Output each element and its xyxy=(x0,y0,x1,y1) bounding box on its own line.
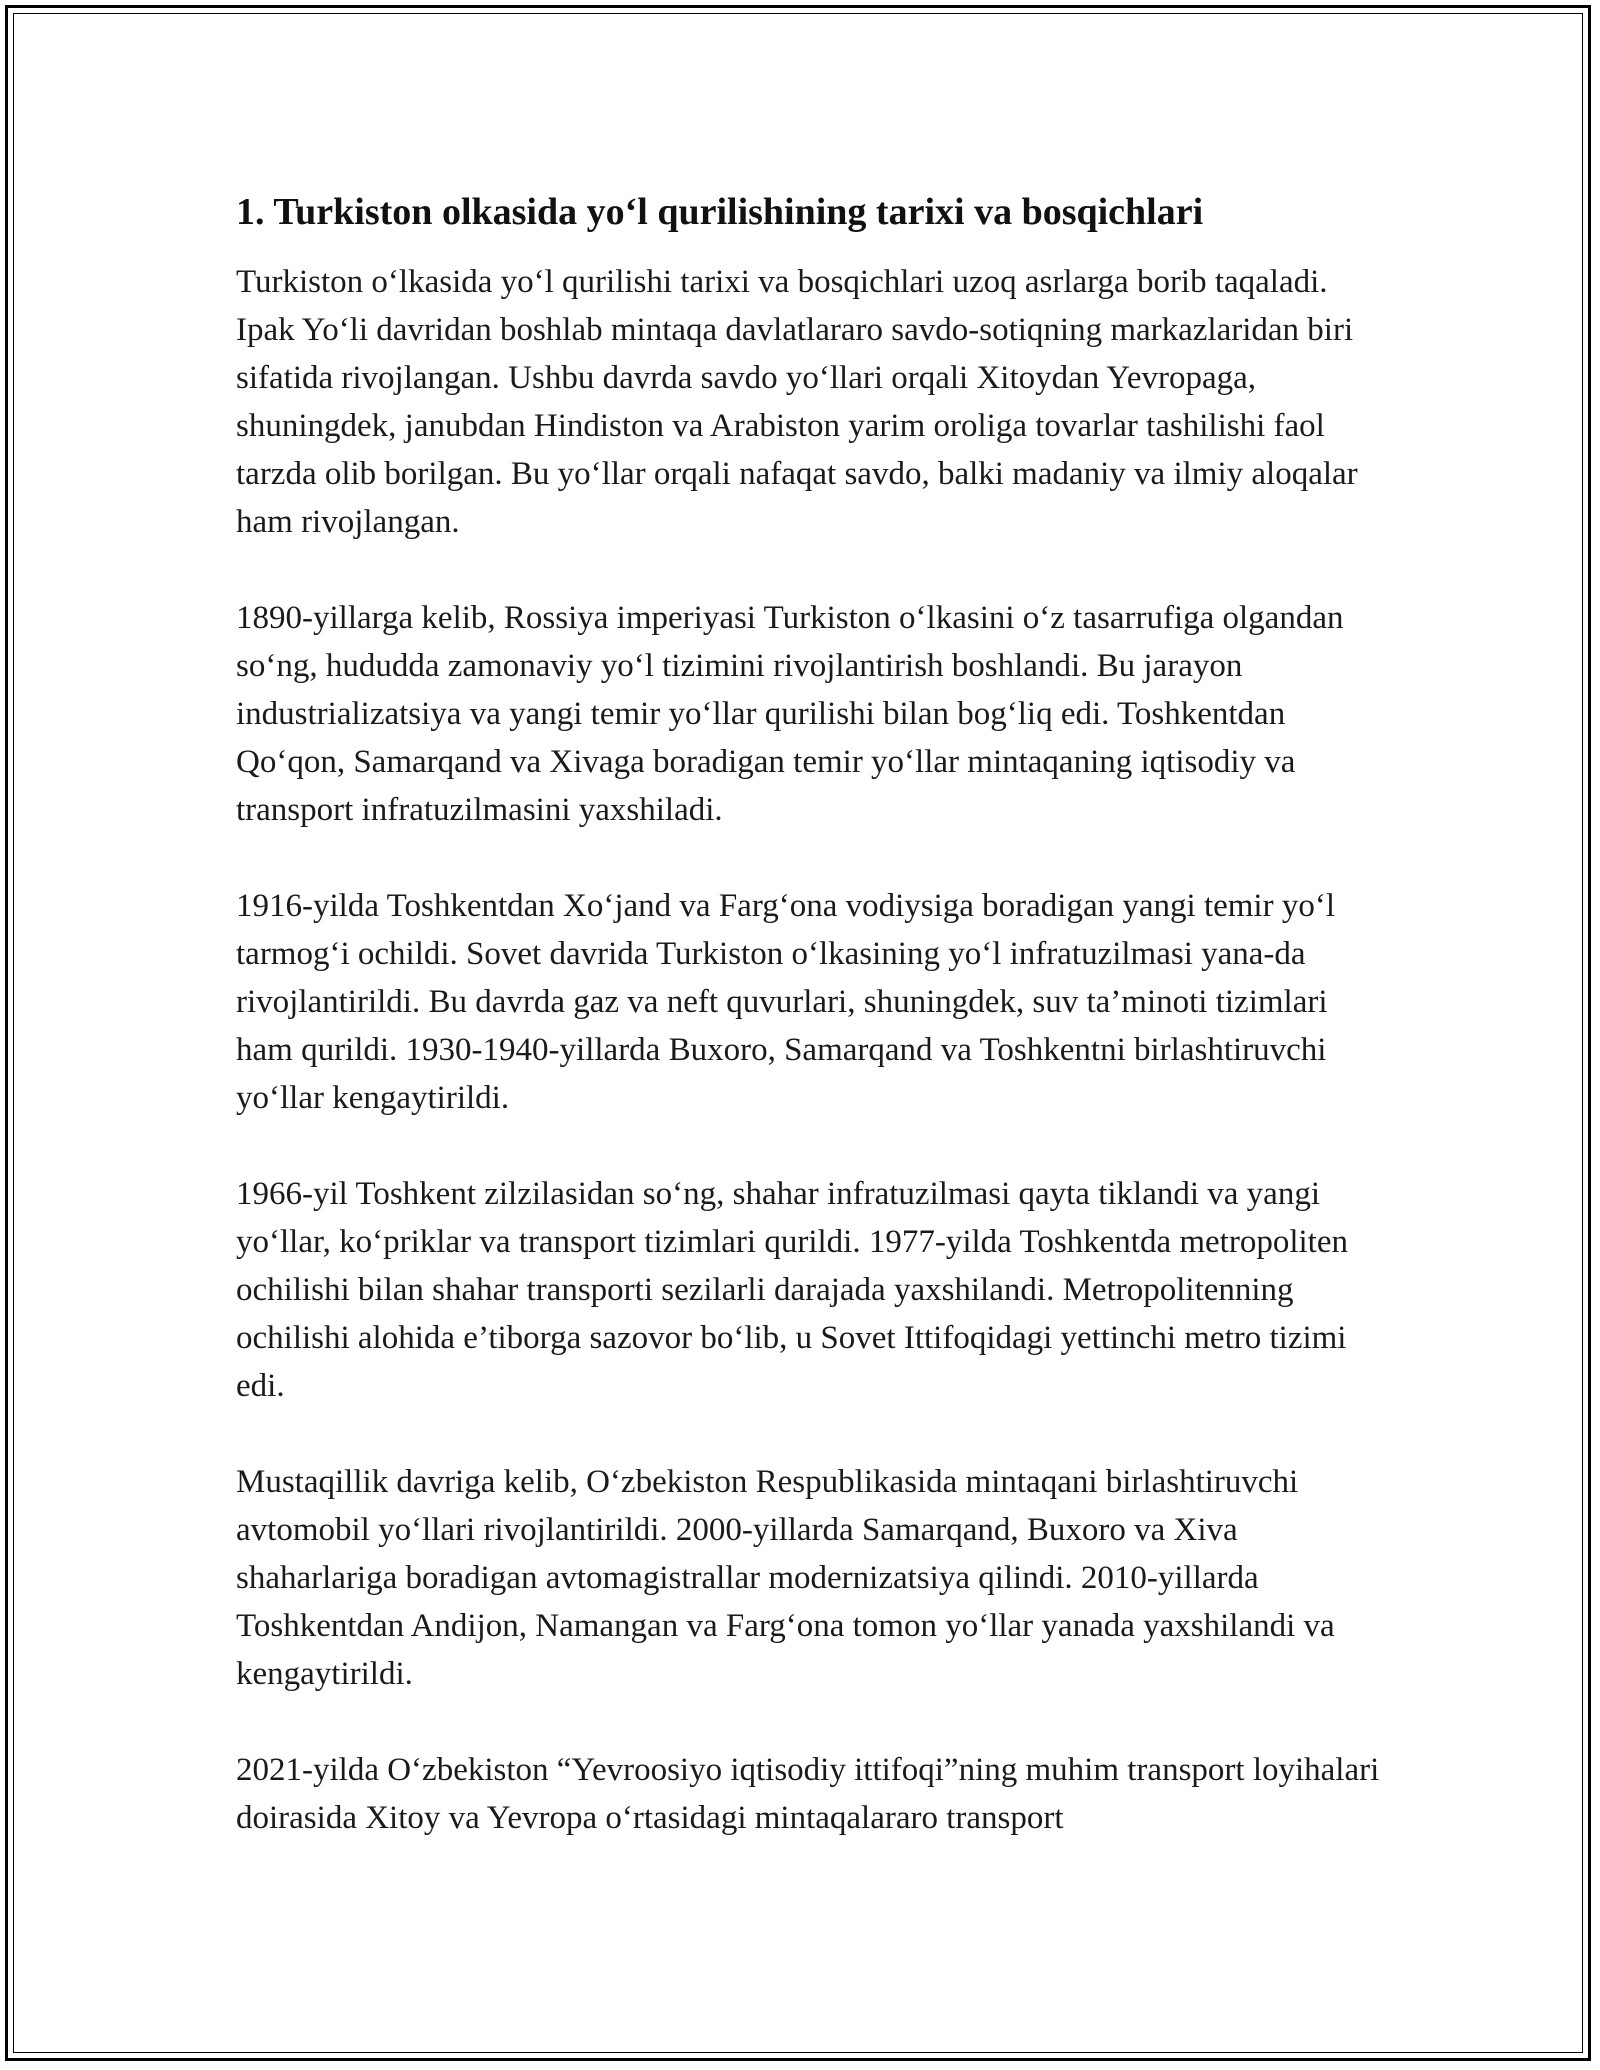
paragraph-3: 1916-yilda Toshkentdan Xo‘jand va Farg‘ona vodiysiga boradigan yangi temir yo‘l tarmog‘i ochildi. Sovet davrida Turkiston o‘lkasining yo‘l infratuzilmasi yana-da rivojlantirildi. Bu davrda gaz va neft quvurlari, shuningdek, suv ta’minoti tizimlari ham qurildi. 1930-1940-yillarda Buxoro, Samarqand va Toshkentni birlashtiruvchi yo‘llar kengaytirildi. xyxy=(236,888,1335,1116)
document-body xyxy=(236,186,1386,1842)
paragraph-2: 1890-yillarga kelib, Rossiya imperiyasi Turkiston o‘lkasini o‘z tasarrufiga olgandan so‘ng, hududda zamonaviy yo‘l tizimini rivojlantirish boshlandi. Bu jarayon industrializatsiya va yangi temir yo‘llar qurilishi bilan bog‘liq edi. Toshkentdan Qo‘qon, Samarqand va Xivaga boradigan temir yo‘llar mintaqaning iqtisodiy va transport infratuzilmasini yaxshiladi. xyxy=(236,600,1344,828)
paragraph-6: 2021-yilda O‘zbekiston “Yevroosiyo iqtisodiy ittifoqi”ning muhim transport loyihalari doirasida Xitoy va Yevropa o‘rtasidagi mintaqalararo transport xyxy=(236,1752,1380,1836)
paragraph-1: Turkiston o‘lkasida yo‘l qurilishi tarixi va bosqichlari uzoq asrlarga borib taqaladi. Ipak Yo‘li davridan boshlab mintaqa davlatlararo savdo-sotiqning markazlaridan biri sifatida rivojlangan. Ushbu davrda savdo yo‘llari orqali Xitoydan Yevropaga, shuningdek, janubdan Hindiston va Arabiston yarim oroliga tovarlar tashilishi faol tarzda olib borilgan. Bu yo‘llar orqali nafaqat savdo, balki madaniy va ilmiy aloqalar ham rivojlangan. xyxy=(236,264,1358,540)
section-title: 1. Turkiston olkasida yo‘l qurilishining tarixi va bosqichlari xyxy=(236,191,1204,233)
paragraph-5: Mustaqillik davriga kelib, O‘zbekiston Respublikasida mintaqani birlashtiruvchi avtomobil yo‘llari rivojlantirildi. 2000-yillarda Samarqand, Buxoro va Xiva shaharlariga boradigan avtomagistrallar modernizatsiya qilindi. 2010-yillarda Toshkentdan Andijon, Namangan va Farg‘ona tomon yo‘llar yanada yaxshilandi va kengaytirildi. xyxy=(236,1464,1335,1692)
paragraph-4: 1966-yil Toshkent zilzilasidan so‘ng, shahar infratuzilmasi qayta tiklandi va yangi yo‘llar, ko‘priklar va transport tizimlari qurildi. 1977-yilda Toshkentda metropoliten ochilishi bilan shahar transporti sezilarli darajada yaxshilandi. Metropolitenning ochilishi alohida e’tiborga sazovor bo‘lib, u Sovet Ittifoqidagi yettinchi metro tizimi edi. xyxy=(236,1176,1348,1404)
